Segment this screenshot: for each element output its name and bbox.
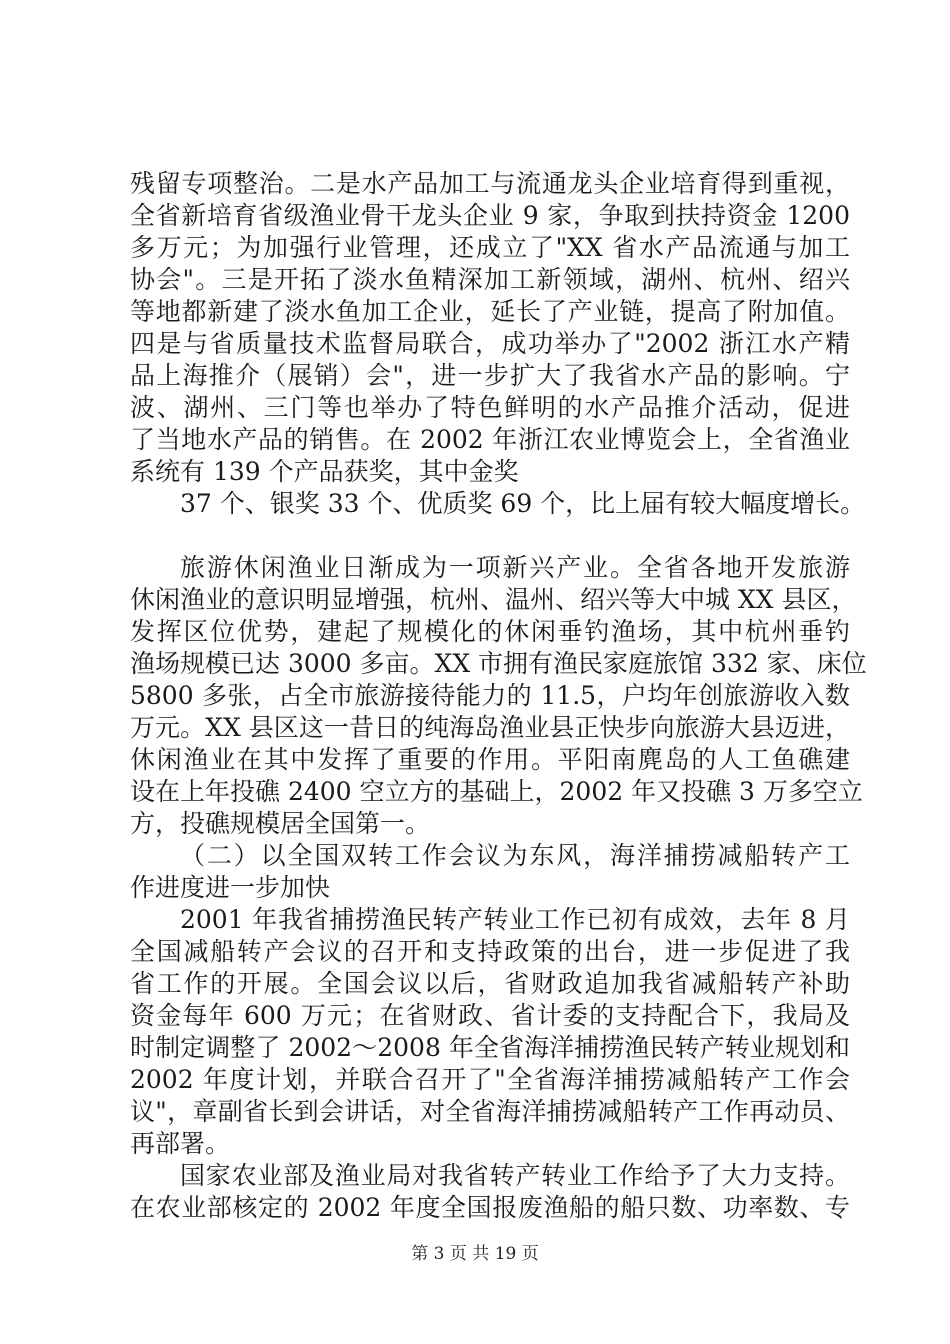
text-line: 2002 年度计划，并联合召开了"全省海洋捕捞减船转产工作会 bbox=[130, 1065, 850, 1094]
text-line: 四是与省质量技术监督局联合，成功举办了"2002 浙江水产精 bbox=[130, 329, 850, 358]
text-line: 等地都新建了淡水鱼加工企业，延长了产业链，提高了附加值。 bbox=[130, 297, 850, 326]
paragraph-ministry-support bbox=[130, 1160, 850, 1224]
text-line: 在农业部核定的 2002 年度全国报废渔船的船只数、功率数、专 bbox=[130, 1193, 850, 1222]
page-number-footer: 第 3 页 共 19 页 bbox=[411, 1244, 539, 1264]
text-line: 国家农业部及渔业局对我省转产转业工作给予了大力支持。 bbox=[180, 1161, 850, 1190]
blank-line bbox=[130, 520, 850, 552]
paragraph-awards: 37 个、银奖 33 个、优质奖 69 个，比上届有较大幅度增长。 bbox=[180, 489, 866, 518]
text-line: 多万元；为加强行业管理，还成立了"XX 省水产品流通与加工 bbox=[130, 233, 850, 262]
text-line: 方，投礁规模居全国第一。 bbox=[130, 809, 431, 838]
paragraph-leisure-fishery bbox=[130, 552, 867, 840]
text-line: 残留专项整治。二是水产品加工与流通龙头企业培育得到重视， bbox=[130, 169, 850, 198]
text-line: 系统有 139 个产品获奖，其中金奖 bbox=[130, 457, 519, 486]
paragraph-processing bbox=[130, 168, 850, 488]
text-line: 2001 年我省捕捞渔民转产转业工作已初有成效，去年 8 月 bbox=[180, 905, 850, 934]
text-line: 波、湖州、三门等也举办了特色鲜明的水产品推介活动，促进 bbox=[130, 393, 850, 422]
text-line: 发挥区位优势，建起了规模化的休闲垂钓渔场，其中杭州垂钓 bbox=[130, 617, 850, 646]
text-line: 议"，章副省长到会讲话，对全省海洋捕捞减船转产工作再动员、 bbox=[130, 1097, 850, 1126]
text-line: 资金每年 600 万元；在省财政、省计委的支持配合下，我局及 bbox=[130, 1001, 850, 1030]
text-line: 协会"。三是开拓了淡水鱼精深加工新领域，湖州、杭州、绍兴 bbox=[130, 265, 850, 294]
paragraph-boat-reduction bbox=[130, 904, 850, 1160]
text-line: 休闲渔业的意识明显增强，杭州、温州、绍兴等大中城 XX 县区， bbox=[130, 585, 857, 614]
text-line: 设在上年投礁 2400 空立方的基础上，2002 年又投礁 3 万多空立 bbox=[130, 777, 863, 806]
section-heading bbox=[130, 840, 850, 904]
text-line: 作进度进一步加快 bbox=[130, 873, 331, 902]
text-line: 省工作的开展。全国会议以后，省财政追加我省减船转产补助 bbox=[130, 969, 850, 998]
text-line: 全省新培育省级渔业骨干龙头企业 9 家，争取到扶持资金 1200 bbox=[130, 201, 850, 230]
text-line: （二）以全国双转工作会议为东风，海洋捕捞减船转产工 bbox=[180, 841, 850, 870]
text-line: 品上海推介（展销）会"，进一步扩大了我省水产品的影响。宁 bbox=[130, 361, 850, 390]
text-line: 时制定调整了 2002～2008 年全省海洋捕捞渔民转产转业规划和 bbox=[130, 1033, 850, 1062]
text-line: 休闲渔业在其中发挥了重要的作用。平阳南麂岛的人工鱼礁建 bbox=[130, 745, 850, 774]
text-line: 旅游休闲渔业日渐成为一项新兴产业。全省各地开发旅游 bbox=[180, 553, 850, 582]
text-line: 渔场规模已达 3000 多亩。XX 市拥有渔民家庭旅馆 332 家、床位 bbox=[130, 649, 867, 678]
text-line: 5800 多张，占全市旅游接待能力的 11.5，户均年创旅游收入数 bbox=[130, 681, 850, 710]
text-line: 了当地水产品的销售。在 2002 年浙江农业博览会上，全省渔业 bbox=[130, 425, 850, 454]
text-line: 万元。XX 县区这一昔日的纯海岛渔业县正快步向旅游大县迈进， bbox=[130, 713, 850, 742]
document-body bbox=[130, 168, 867, 1224]
text-line: 全国减船转产会议的召开和支持政策的出台，进一步促进了我 bbox=[130, 937, 850, 966]
text-line: 再部署。 bbox=[130, 1129, 231, 1158]
